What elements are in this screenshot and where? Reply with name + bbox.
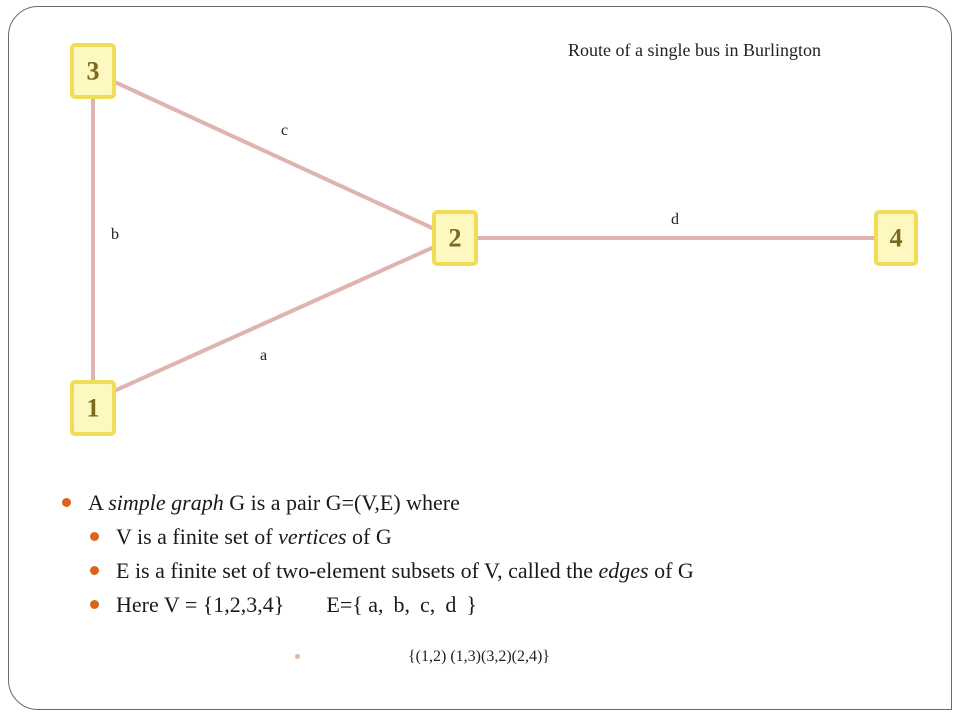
bullet-text: E is a finite set of two-element subsets of V, called the	[116, 558, 599, 583]
edge-a	[94, 238, 454, 400]
bullet-dot	[62, 498, 71, 507]
node-1-label: 1	[86, 393, 100, 423]
bullet-text: V is a finite set of	[116, 524, 279, 549]
bullet-emphasis: simple graph	[108, 490, 224, 515]
bullet-dot	[90, 566, 99, 575]
bullet-emphasis: vertices	[278, 524, 347, 549]
bullet-text: of G	[346, 524, 392, 549]
node-3	[72, 45, 114, 97]
edge-set-d: d	[445, 592, 457, 617]
vertex-set-text: Here V = {1,2,3,4}	[116, 592, 285, 617]
node-4	[876, 212, 916, 264]
edge-label-b: b	[111, 226, 119, 243]
bullet-text: of G	[648, 558, 694, 583]
node-3-label: 3	[86, 56, 100, 86]
edge-set-close: }	[466, 592, 477, 617]
edge-set-text: E={ a,	[326, 592, 384, 617]
edge-set-c: c,	[420, 592, 436, 617]
bullet-emphasis: edges	[598, 558, 649, 583]
edge-label-a: a	[260, 347, 268, 364]
edge-set-b: b,	[393, 592, 411, 617]
graph-caption: Route of a single bus in Burlington	[568, 40, 821, 60]
bullet-text: G is a pair G=(V,E) where	[223, 490, 460, 515]
node-2-label: 2	[448, 223, 462, 253]
edge-label-d: d	[671, 211, 679, 228]
edge-c	[93, 72, 454, 238]
bullet-dot	[90, 600, 99, 609]
bullet-dot	[90, 532, 99, 541]
edge-pairs-text: {(1,2) (1,3)(3,2)(2,4)}	[408, 648, 550, 665]
node-4-label: 4	[889, 223, 903, 253]
node-2	[434, 212, 476, 264]
bullet-simple-graph	[58, 486, 938, 520]
bullet-vertices	[58, 520, 938, 554]
bullet-list	[58, 486, 938, 622]
bullet-edges	[58, 554, 938, 588]
bullet-here	[58, 588, 938, 622]
node-1	[72, 382, 114, 434]
sub-bullet-dot	[295, 654, 300, 659]
edge-label-c: c	[281, 122, 289, 139]
bullet-text: A	[88, 490, 109, 515]
